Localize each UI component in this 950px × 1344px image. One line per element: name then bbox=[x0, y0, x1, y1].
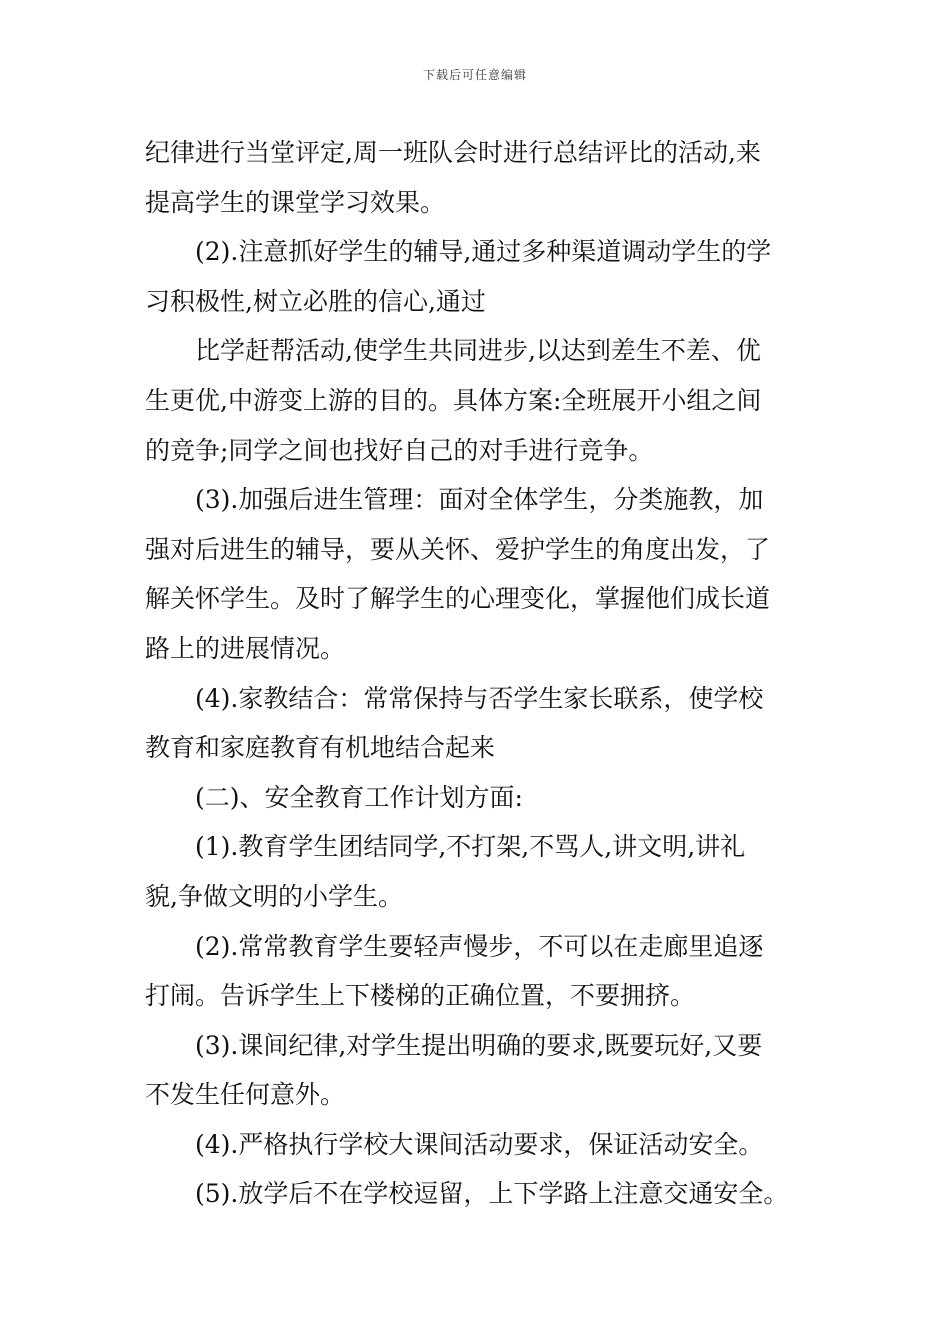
text-line: (4).家教结合：常常保持与否学生家长联系，使学校 bbox=[195, 683, 764, 713]
document-body bbox=[145, 128, 810, 1219]
text-line: 路上的进展情况。 bbox=[145, 633, 346, 663]
text-line: (2).注意抓好学生的辅导,通过多种渠道调动学生的学 bbox=[195, 237, 772, 267]
section-heading: (二)、安全教育工作计划方面: bbox=[195, 782, 523, 812]
text-line: 教育和家庭教育有机地结合起来 bbox=[145, 733, 496, 763]
text-line: 比学赶帮活动,使学生共同进步,以达到差生不差、优 bbox=[195, 336, 761, 366]
text-line: (4).严格执行学校大课间活动要求，保证活动安全。 bbox=[195, 1129, 764, 1159]
text-line: (1).教育学生团结同学,不打架,不骂人,讲文明,讲礼 bbox=[195, 832, 746, 862]
text-line: 纪律进行当堂评定,周一班队会时进行总结评比的活动,来 bbox=[145, 138, 761, 167]
text-line: 解关怀学生。及时了解学生的心理变化，掌握他们成长道 bbox=[145, 584, 771, 614]
text-line: (5).放学后不在学校逗留，上下学路上注意交通安全。 bbox=[195, 1179, 789, 1209]
text-line: 强对后进生的辅导，要从关怀、爱护学生的角度出发，了 bbox=[145, 534, 771, 564]
text-line: 貌,争做文明的小学生。 bbox=[145, 881, 403, 911]
text-line: 提高学生的课堂学习效果。 bbox=[145, 187, 446, 217]
text-line: 的竞争;同学之间也找好自己的对手进行竞争。 bbox=[145, 435, 654, 465]
text-line: (3).加强后进生管理：面对全体学生，分类施教，加 bbox=[195, 485, 764, 515]
page-header: 下载后可任意编辑 bbox=[422, 68, 527, 82]
text-line: (2).常常教育学生要轻声慢步，不可以在走廊里追逐 bbox=[195, 931, 764, 961]
text-line: 生更优,中游变上游的目的。具体方案:全班展开小组之间 bbox=[145, 385, 762, 415]
text-line: (3).课间纪律,对学生提出明确的要求,既要玩好,又要 bbox=[195, 1030, 763, 1060]
text-line: 习积极性,树立必胜的信心,通过 bbox=[145, 286, 486, 316]
text-line: 打闹。告诉学生上下楼梯的正确位置，不要拥挤。 bbox=[145, 981, 696, 1011]
text-line: 不发生任何意外。 bbox=[145, 1080, 346, 1110]
